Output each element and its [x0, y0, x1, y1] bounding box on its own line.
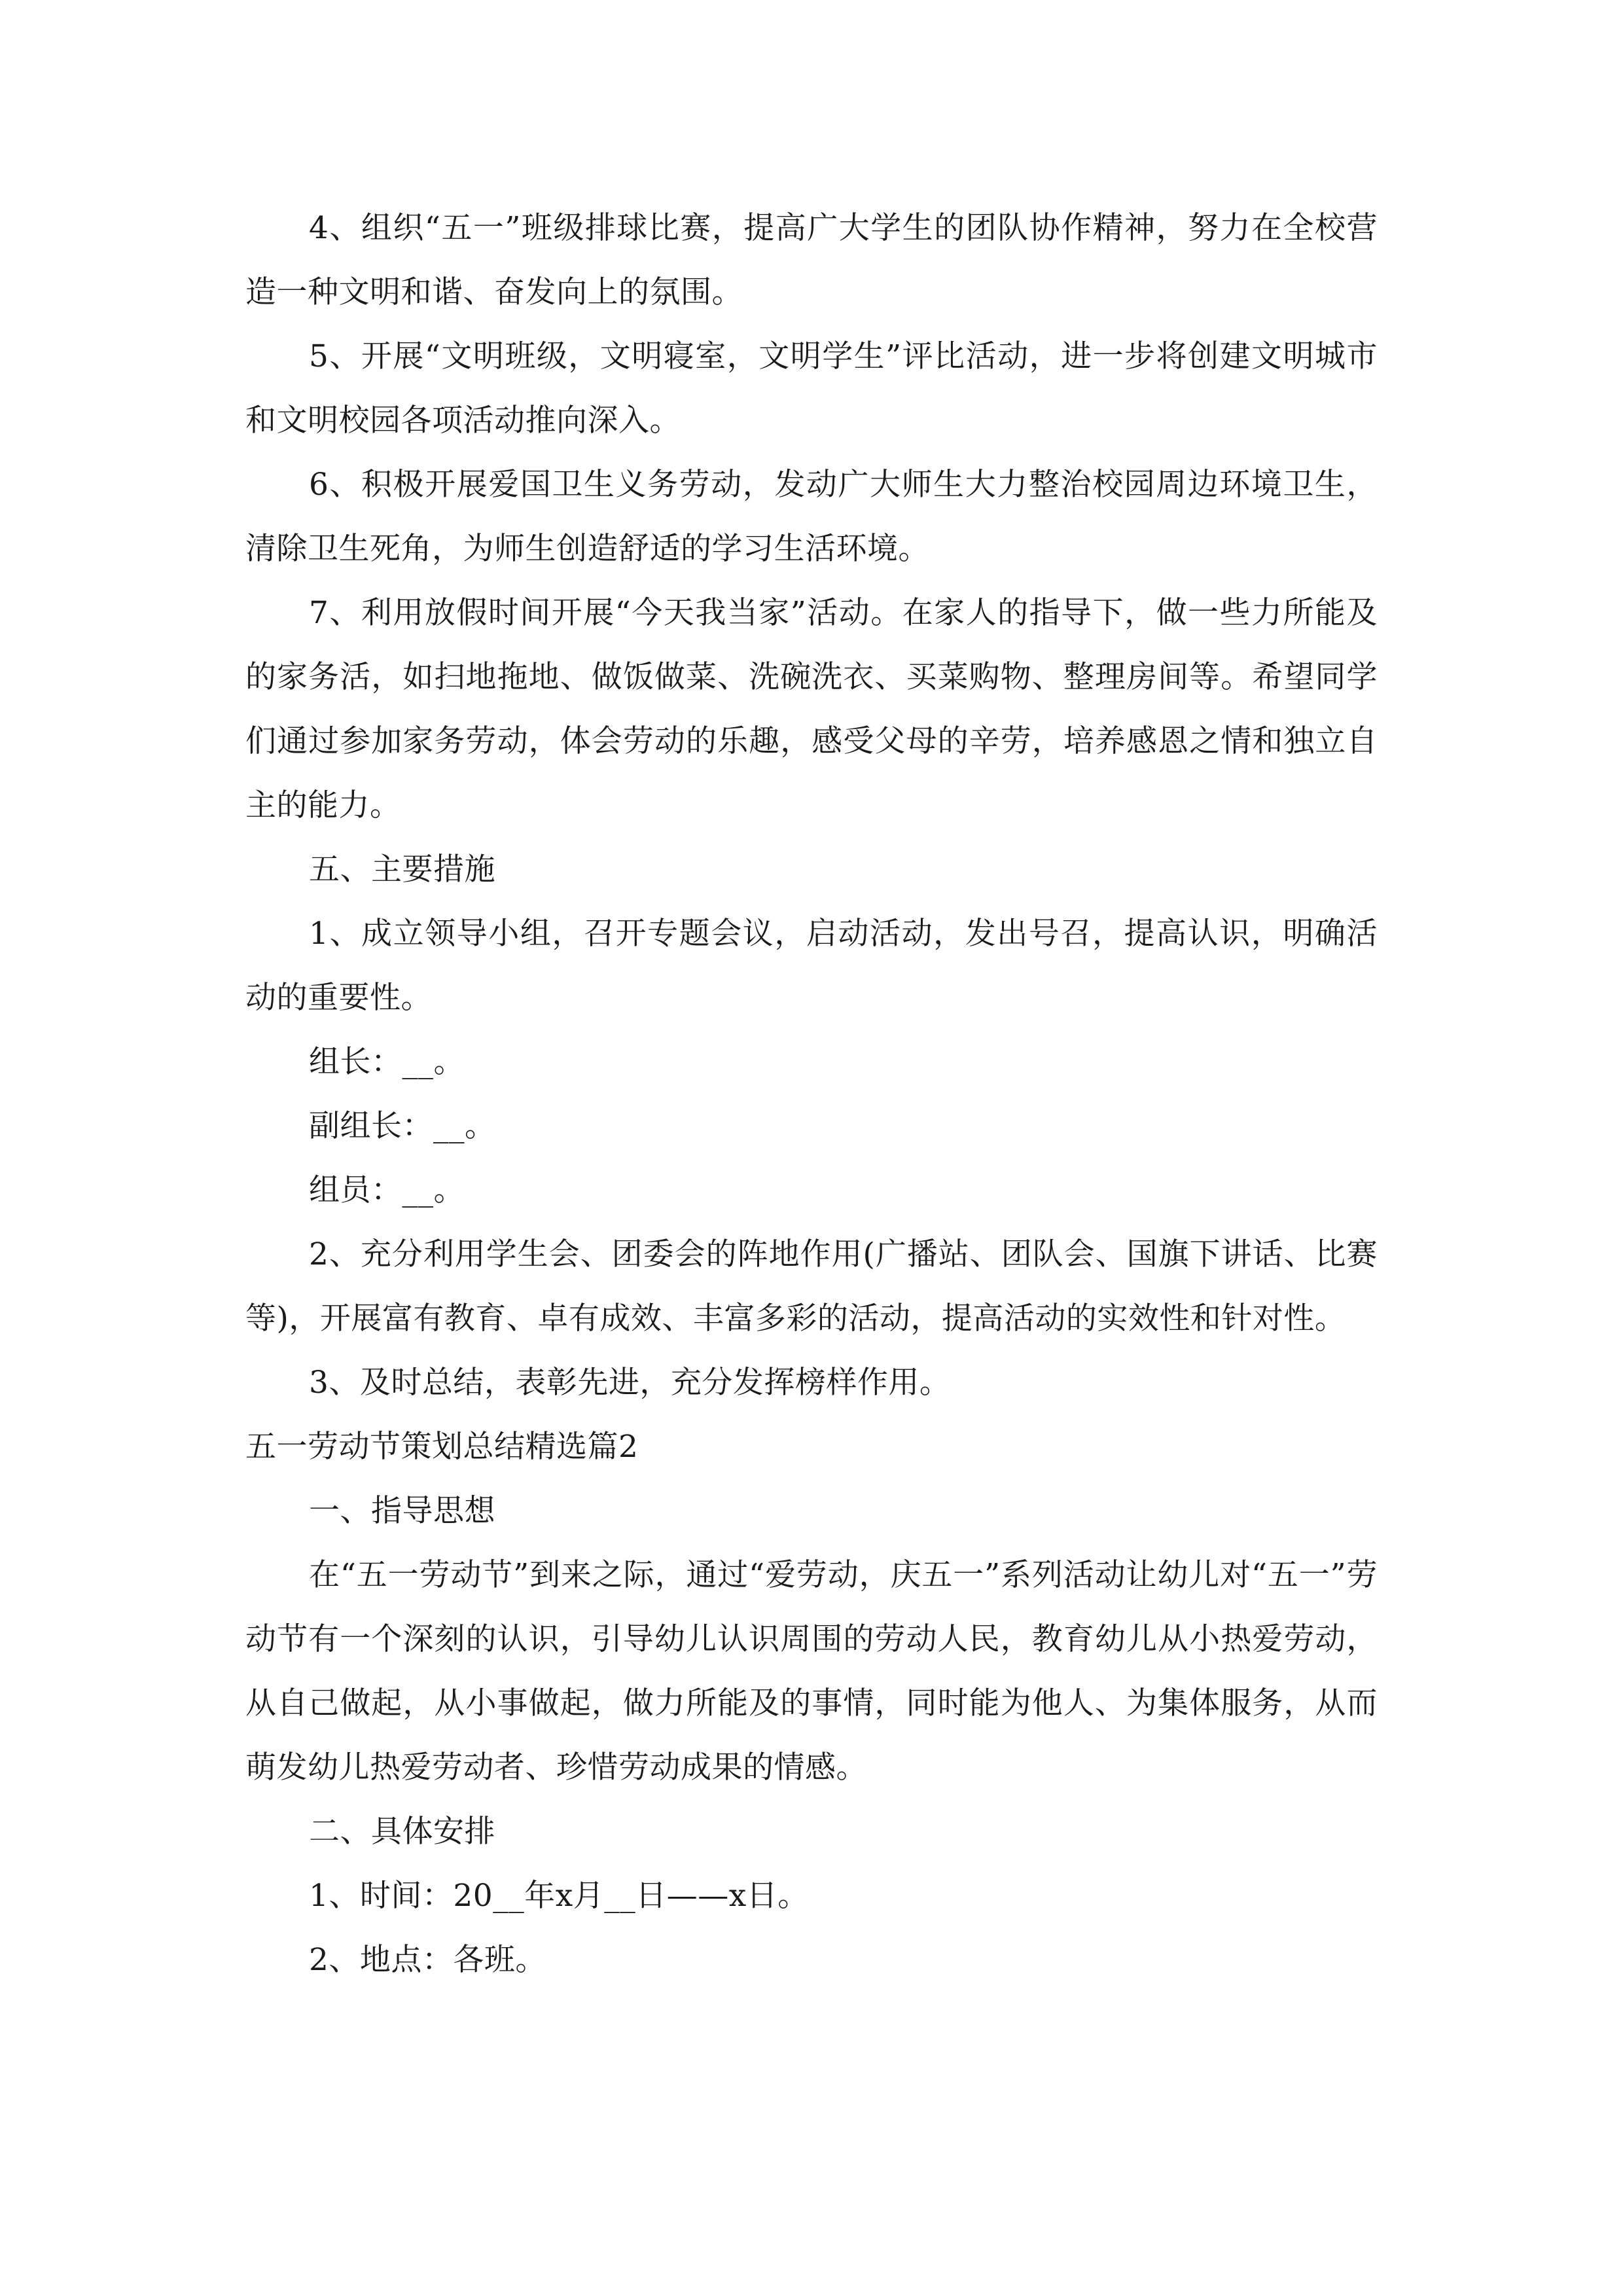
paragraph-measure-2: 2、充分利用学生会、团委会的阵地作用(广播站、团队会、国旗下讲话、比赛等)，开展富有教育、卓有成效、丰富多彩的活动，提高活动的实效性和针对性。: [245, 1236, 1378, 1336]
section-heading-measures: 五、主要措施: [309, 852, 495, 888]
section-heading-guiding-idea: 一、指导思想: [309, 1493, 495, 1529]
paragraph-item-4: 4、组织“五一”班级排球比赛，提高广大学生的团队协作精神，努力在全校营造一种文明和谐、奋发向上的氛围。: [245, 210, 1378, 310]
paragraph-item-7: 7、利用放假时间开展“今天我当家”活动。在家人的指导下，做一些力所能及的家务活，如扫地拖地、做饭做菜、洗碗洗衣、买菜购物、整理房间等。希望同学们通过参加家务劳动，体会劳动的乐趣，感受父母的辛劳，培养感恩之情和独立自主的能力。: [245, 595, 1378, 823]
deputy-leader-line: 副组长：__。: [309, 1108, 496, 1144]
paragraph-measure-1: 1、成立领导小组，召开专题会议，启动活动，发出号召，提高认识，明确活动的重要性。: [245, 916, 1378, 1016]
arrangement-location: 2、地点：各班。: [309, 1942, 546, 1978]
paragraph-item-6: 6、积极开展爱国卫生义务劳动，发动广大师生大力整治校园周边环境卫生，清除卫生死角，为师生创造舒适的学习生活环境。: [245, 467, 1378, 567]
arrangement-time: 1、时间：20__年x月__日——x日。: [309, 1878, 809, 1914]
document-body: [245, 196, 1378, 1992]
leader-line: 组长：__。: [309, 1044, 465, 1080]
paragraph-guiding-idea: 在“五一劳动节”到来之际，通过“爱劳动，庆五一”系列活动让幼儿对“五一”劳动节有一个深刻的认识，引导幼儿认识周围的劳动人民，教育幼儿从小热爱劳动，从自己做起，从小事做起，做力所能及的事情，同时能为他人、为集体服务，从而萌发幼儿热爱劳动者、珍惜劳动成果的情感。: [245, 1557, 1378, 1785]
article-title-part-2: 五一劳动节策划总结精选篇2: [245, 1429, 639, 1465]
section-heading-arrangement: 二、具体安排: [309, 1814, 495, 1850]
members-line: 组员：__。: [309, 1172, 465, 1208]
paragraph-item-5: 5、开展“文明班级，文明寝室，文明学生”评比活动，进一步将创建文明城市和文明校园各项活动推向深入。: [245, 338, 1378, 439]
paragraph-measure-3: 3、及时总结，表彰先进，充分发挥榜样作用。: [309, 1365, 951, 1401]
